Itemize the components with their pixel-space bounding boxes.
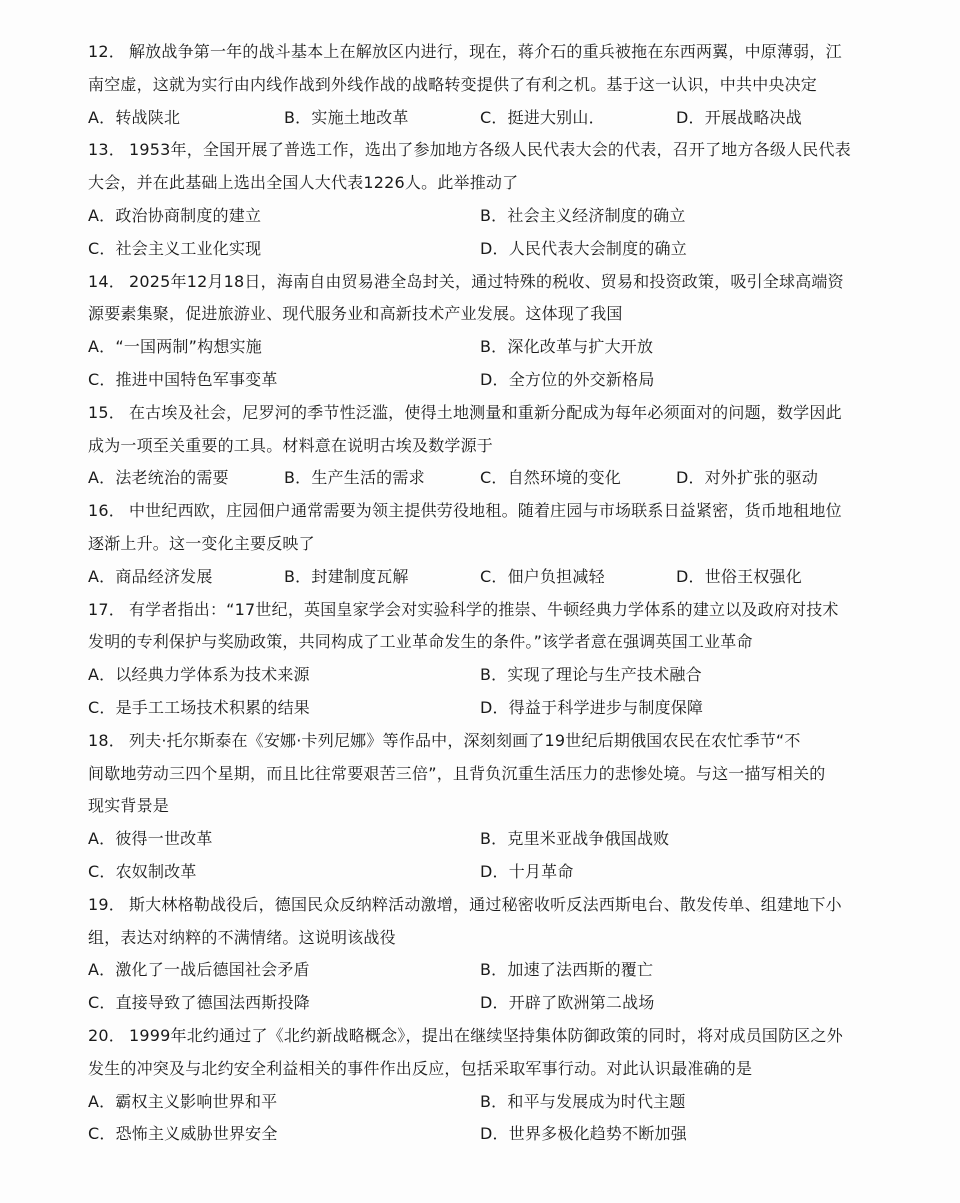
answer-option: C．自然环境的变化 <box>480 468 621 488</box>
question-stem-text: 发明的专利保护与奖励政策，共同构成了工业革命发生的条件。”该学者意在强调英国工业革命 <box>88 632 753 652</box>
options-row <box>88 692 904 725</box>
answer-option: D．全方位的外交新格局 <box>480 369 655 389</box>
question-number: 16． <box>88 501 125 521</box>
options-row <box>88 561 904 594</box>
question-number: 13． <box>88 140 125 160</box>
answer-option: B．实现了理论与生产技术融合 <box>480 665 702 685</box>
question-16 <box>88 495 904 593</box>
answer-option: C．是手工工场技术积累的结果 <box>88 697 310 717</box>
question-stem-line <box>88 1053 904 1086</box>
answer-option: D．开辟了欧洲第二战场 <box>480 993 655 1013</box>
question-number: 20． <box>88 1025 125 1045</box>
question-stem-line <box>88 167 904 200</box>
answer-option: C．恐怖主义威胁世界安全 <box>88 1124 278 1144</box>
question-stem-line <box>88 1020 904 1053</box>
question-stem-line <box>88 626 904 659</box>
options-row <box>88 364 904 397</box>
question-number: 12． <box>88 42 125 61</box>
question-stem-text: 解放战争第一年的战斗基本上在解放区内进行，现在，蒋介石的重兵被拖在东西两翼，中原薄弱，江 <box>128 42 842 61</box>
question-stem-line <box>88 528 904 561</box>
question-stem-text: 1999年北约通过了《北约新战略概念》，提出在继续坚持集体防御政策的同时，将对成员国防区之外 <box>128 1025 843 1045</box>
question-stem-line <box>88 725 904 758</box>
question-stem-line <box>88 430 904 463</box>
options-row <box>88 987 904 1020</box>
question-number: 19． <box>88 894 125 914</box>
question-stem-line <box>88 298 904 331</box>
answer-option: B．和平与发展成为时代主题 <box>480 1091 686 1111</box>
answer-option: A．“一国两制”构想实施 <box>88 337 262 357</box>
answer-option: D．世俗王权强化 <box>676 566 802 586</box>
question-number: 18． <box>88 730 125 750</box>
answer-option: C．直接导致了德国法西斯投降 <box>88 993 310 1013</box>
answer-option: A．政治协商制度的建立 <box>88 205 262 225</box>
question-17 <box>88 594 904 725</box>
answer-option: B．深化改革与扩大开放 <box>480 337 654 357</box>
answer-option: A．彼得一世改革 <box>88 829 213 849</box>
question-stem-text: 成为一项至关重要的工具。材料意在说明古埃及数学源于 <box>88 435 494 455</box>
question-stem-line <box>88 266 904 299</box>
answer-option: D．开展战略决战 <box>676 107 802 127</box>
question-number: 17． <box>88 599 125 619</box>
options-row <box>88 331 904 364</box>
answer-option: B．社会主义经济制度的确立 <box>480 205 686 225</box>
answer-option: C．农奴制改革 <box>88 861 197 881</box>
options-row <box>88 233 904 266</box>
answer-option: C．推进中国特色军事变革 <box>88 369 278 389</box>
question-number: 14． <box>88 271 125 291</box>
question-stem-text: 源要素集聚，促进旅游业、现代服务业和高新技术产业发展。这体现了我国 <box>88 304 623 324</box>
question-stem-line <box>88 790 904 823</box>
question-stem-line <box>88 758 904 791</box>
options-row <box>88 659 904 692</box>
question-stem-text: 在古埃及社会，尼罗河的季节性泛滥，使得土地测量和重新分配成为每年必须面对的问题，数学因此 <box>128 402 842 422</box>
question-15 <box>88 397 904 495</box>
answer-option: A．霸权主义影响世界和平 <box>88 1091 278 1111</box>
question-list <box>88 36 904 1151</box>
answer-option: B．生产生活的需求 <box>284 468 425 488</box>
options-row <box>88 1118 904 1151</box>
question-stem-text: 南空虚，这就为实行由内线作战到外线作战的战略转变提供了有利之机。基于这一认识，中共中央决定 <box>88 74 818 94</box>
question-stem-text: 斯大林格勒战役后，德国民众反纳粹活动激增，通过秘密收听反法西斯电台、散发传单、组建地下小 <box>128 894 842 914</box>
question-stem-text: 2025年12月18日，海南自由贸易港全岛封关，通过特殊的税收、贸易和投资政策，吸引全球高端资 <box>128 271 844 291</box>
question-stem-text: 发生的冲突及与北约安全利益相关的事件作出反应，包括采取军事行动。对此认识最准确的是 <box>88 1058 753 1078</box>
question-stem-text: 间歇地劳动三四个星期，而且比往常要艰苦三倍”，且背负沉重生活压力的悲惨处境。与这一描写相关的 <box>88 763 826 783</box>
question-number: 15． <box>88 402 125 422</box>
answer-option: D．世界多极化趋势不断加强 <box>480 1124 687 1144</box>
answer-option: A．商品经济发展 <box>88 566 213 586</box>
answer-option: C．挺进大别山． <box>480 107 605 127</box>
options-row <box>88 1086 904 1119</box>
options-row <box>88 102 904 135</box>
answer-option: B．加速了法西斯的覆亡 <box>480 960 654 980</box>
answer-option: C．社会主义工业化实现 <box>88 238 262 258</box>
question-stem-text: 现实背景是 <box>88 796 170 816</box>
question-14 <box>88 266 904 397</box>
answer-option: D．十月革命 <box>480 861 574 881</box>
question-stem-text: 中世纪西欧，庄园佃户通常需要为领主提供劳役地租。随着庄园与市场联系日益紧密，货币地租地位 <box>128 501 842 521</box>
options-row <box>88 856 904 889</box>
answer-option: B．封建制度瓦解 <box>284 566 409 586</box>
question-19 <box>88 889 904 1020</box>
question-stem-line <box>88 922 904 955</box>
question-20 <box>88 1020 904 1151</box>
options-row <box>88 823 904 856</box>
question-18 <box>88 725 904 889</box>
answer-option: D．得益于科学进步与制度保障 <box>480 697 704 717</box>
answer-option: D．人民代表大会制度的确立 <box>480 238 687 258</box>
options-row <box>88 954 904 987</box>
answer-option: A．以经典力学体系为技术来源 <box>88 665 310 685</box>
question-stem-line <box>88 889 904 922</box>
question-stem-text: 大会，并在此基础上选出全国人大代表1226人。此举推动了 <box>88 173 519 193</box>
answer-option: A．激化了一战后德国社会矛盾 <box>88 960 310 980</box>
question-stem-text: 组，表达对纳粹的不满情绪。这说明该战役 <box>88 927 396 947</box>
answer-option: B．克里米亚战争俄国战败 <box>480 829 670 849</box>
question-stem-line <box>88 397 904 430</box>
question-stem-line <box>88 134 904 167</box>
question-stem-line <box>88 69 904 102</box>
answer-option: A．转战陕北 <box>88 107 181 127</box>
question-stem-text: 列夫·托尔斯泰在《安娜·卡列尼娜》等作品中，深刻刻画了19世纪后期俄国农民在农忙季节“不 <box>128 730 801 750</box>
answer-option: A．法老统治的需要 <box>88 468 229 488</box>
question-stem-text: 1953年，全国开展了普选工作，选出了参加地方各级人民代表大会的代表，召开了地方各级人民代表 <box>128 140 851 160</box>
answer-option: C．佃户负担减轻 <box>480 566 605 586</box>
options-row <box>88 462 904 495</box>
options-row <box>88 200 904 233</box>
answer-option: D．对外扩张的驱动 <box>676 468 819 488</box>
question-stem-line <box>88 495 904 528</box>
question-12 <box>88 36 904 134</box>
question-stem-text: 有学者指出：“17世纪，英国皇家学会对实验科学的推崇、牛顿经典力学体系的建立以及政府对技术 <box>128 599 839 619</box>
answer-option: B．实施土地改革 <box>284 107 409 127</box>
question-stem-line <box>88 36 904 69</box>
question-stem-line <box>88 594 904 627</box>
question-13 <box>88 134 904 265</box>
question-stem-text: 逐渐上升。这一变化主要反映了 <box>88 533 315 553</box>
